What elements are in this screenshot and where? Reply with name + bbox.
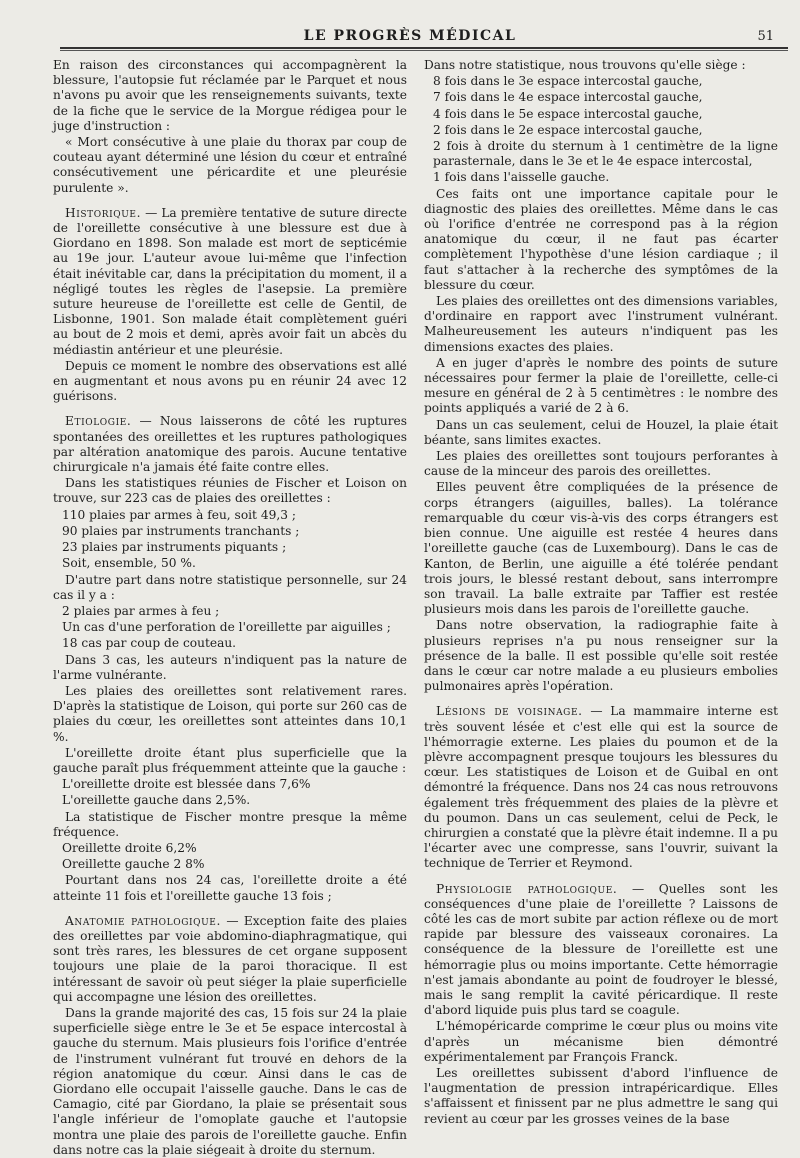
paragraph	[424, 1066, 778, 1127]
paragraph	[424, 90, 778, 105]
paragraph	[424, 449, 778, 479]
paragraph	[53, 414, 407, 475]
paragraph-text: La statistique de Fischer montre presque la même fréquence.	[53, 809, 407, 839]
paragraph-text: Dans notre statistique, nous trouvons qu'elle siège :	[424, 58, 746, 72]
paragraph	[53, 508, 407, 523]
paragraph-text: Dans un cas seulement, celui de Houzel, la plaie était béante, sans limites exactes.	[424, 417, 778, 447]
paragraph	[53, 540, 407, 555]
paragraph	[53, 206, 407, 358]
paragraph-text: « Mort consécutive à une plaie du thorax par coup de couteau ayant déterminé une lésion du cœur et entraîné consécutivement une péricardite et une pleurésie purulente ».	[53, 135, 407, 195]
section-heading: Etiologie.	[65, 414, 132, 429]
paragraph	[424, 1019, 778, 1065]
paragraph-text: Depuis ce moment le nombre des observations est allé en augmentant et nous avons pu en réunir 24 avec 12 guérisons.	[53, 358, 407, 404]
paragraph-text: Dans 3 cas, les auteurs n'indiquent pas la nature de l'arme vulnérante.	[53, 652, 407, 682]
paragraph-text: — La mammaire interne est très souvent lésée et c'est elle qui est la source de l'hémorragie externe. Les plaies du poumon et de la plèvre accompagnent presque toujours les blessures du cœur. Les statistiques de Loison et de Guibal en ont démontré la fréquence. Dans nos 24 cas nous retrouvons également très fréquemment des plaies de la plèvre et du poumon. Dans un cas seulement, celui de Peck, le chirurgien a constaté que la plèvre était indemne. Il a pu l'écarter avec une compresse, sans l'ouvrir, suivant la technique de Terrier et Reymond.	[424, 704, 778, 871]
paragraph	[53, 604, 407, 619]
page-header	[60, 26, 774, 46]
paragraph-text: Ces faits ont une importance capitale pour le diagnostic des plaies des oreillettes. Même dans le cas où l'orifice d'entrée ne correspond pas à la région anatomique du cœur, il ne faut pas écarter complètement l'hypothèse d'une lésion cardiaque ; il faut s'attacher à la recherche des symptômes de la blessure du cœur.	[424, 186, 778, 292]
paragraph-text: 2 plaies par armes à feu ;	[62, 603, 220, 618]
paragraph	[53, 653, 407, 683]
journal-title: LE PROGRÈS MÉDICAL	[303, 28, 517, 44]
paragraph	[53, 684, 407, 745]
paragraph-text: 2 fois à droite du sternum à 1 centimètre de la ligne parasternale, dans le 3e et le 4e espace intercostal,	[433, 139, 778, 169]
paragraph	[424, 418, 778, 448]
paragraph-text: Les oreillettes subissent d'abord l'influence de l'augmentation de pression intrapéricardique. Elles s'affaissent et finissent par ne plus admettre le sang qui revient au cœur par les grosses veines de la base	[424, 1066, 778, 1126]
section-heading: Lésions de voisinage.	[436, 704, 583, 719]
paragraph	[424, 294, 778, 355]
paragraph	[53, 793, 407, 808]
paragraph-text: Les plaies des oreillettes sont relativement rares. D'après la statistique de Loison, qui porte sur 260 cas de plaies du cœur, les oreillettes sont atteintes dans 10,1 %.	[53, 683, 407, 744]
paragraph	[53, 914, 407, 1005]
paragraph-text: D'autre part dans notre statistique personnelle, sur 24 cas il y a :	[53, 572, 407, 602]
paragraph-text: 110 plaies par armes à feu, soit 49,3 ;	[62, 507, 296, 522]
paragraph-text: Dans notre observation, la radiographie faite à plusieurs reprises n'a pu nous renseigner sur la présence de la balle. Il est possible qu'elle soit restée dans le cœur car notre malade a eu plusieurs embolies pulmonaires après l'opération.	[424, 618, 778, 694]
paragraph	[53, 777, 407, 792]
paragraph-text: L'oreillette gauche dans 2,5%.	[62, 793, 251, 808]
paragraph-text: 4 fois dans le 5e espace intercostal gauche,	[433, 106, 703, 121]
paragraph	[53, 58, 407, 134]
paragraph-text: Dans la grande majorité des cas, 15 fois sur 24 la plaie superficielle siège entre le 3e et 5e espace intercostal à gauche du sternum. Mais plusieurs fois l'orifice d'entrée de l'instrument vulnérant fut trouvé en dehors de la région anatomique du cœur. Ainsi dans le cas de Giordano elle occupait l'aisselle gauche. Dans le cas de Camagio, cité par Giordano, la plaie se présentait sous l'angle inférieur de l'omoplate gauche et l'autopsie montra une plaie des parois de l'oreillette gauche. Enfin dans notre cas la plaie siégeait à droite du sternum.	[53, 1005, 407, 1157]
paragraph-text: Oreillette gauche 2 8%	[62, 857, 205, 872]
paragraph	[424, 123, 778, 138]
paragraph	[53, 135, 407, 196]
paragraph	[53, 1006, 407, 1158]
paragraph-text: Soit, ensemble, 50 %.	[62, 556, 196, 571]
paragraph	[53, 556, 407, 571]
page-number: 51	[757, 29, 774, 44]
section-heading: Historique.	[65, 205, 142, 220]
header-rule	[60, 47, 788, 51]
paragraph-text: 18 cas par coup de couteau.	[62, 636, 237, 651]
paragraph-text: L'oreillette droite est blessée dans 7,6%	[62, 777, 311, 792]
paragraph-text: L'hémopéricarde comprime le cœur plus ou moins vite d'après un mécanisme bien démontré expérimentalement par François Franck.	[424, 1019, 778, 1064]
paragraph-text: 2 fois dans le 2e espace intercostal gauche,	[433, 122, 703, 137]
paragraph	[53, 573, 407, 603]
paragraph	[424, 139, 778, 169]
paragraph	[53, 746, 407, 776]
paragraph-text: Elles peuvent être compliquées de la présence de corps étrangers (aiguilles, balles). La tolérance remarquable du cœur vis-à-vis des corps étrangers est bien connue. Une aiguille est restée 4 heures dans l'oreillette gauche (cas de Luxembourg). Dans le cas de Kanton, de Berlin, une aiguille a été tolérée pendant trois jours, le blessé restant debout, sans interrompre son travail. La balle extraite par Taffier est restée plusieurs mois dans les parois de l'oreillette gauche.	[424, 480, 778, 617]
paragraph-text: Pourtant dans nos 24 cas, l'oreillette droite a été atteinte 11 fois et l'oreillette gauche 13 fois ;	[53, 873, 407, 903]
paragraph	[53, 841, 407, 856]
right-column	[424, 58, 778, 1126]
paragraph	[424, 74, 778, 89]
paragraph-text: — Nous laisserons de côté les ruptures spontanées des oreillettes et les ruptures pathologiques par altération anatomique des parois. Aucune tentative chirurgicale n'a jamais été faite contre elles.	[53, 414, 407, 475]
left-column	[53, 58, 407, 1157]
paragraph	[53, 359, 407, 405]
section-heading: Anatomie pathologique.	[65, 913, 221, 928]
paragraph-text: Dans les statistiques réunies de Fischer et Loison on trouve, sur 223 cas de plaies des oreillettes :	[53, 476, 407, 506]
paragraph	[424, 107, 778, 122]
paragraph	[424, 618, 778, 694]
section-heading: Physiologie pathologique.	[436, 881, 618, 896]
paragraph-text: 23 plaies par instruments piquants ;	[62, 540, 287, 555]
paragraph-text: 1 fois dans l'aisselle gauche.	[433, 170, 610, 185]
paragraph-text: L'oreillette droite étant plus superficielle que la gauche paraît plus fréquemment atteinte que la gauche :	[53, 745, 407, 775]
paragraph-text: En raison des circonstances qui accompagnèrent la blessure, l'autopsie fut réclamée par le Parquet et nous n'avons pu avoir que les renseignements suivants, texte de la fiche que le service de la Morgue rédigea pour le juge d'instruction :	[53, 58, 407, 133]
paragraph	[424, 170, 778, 185]
paragraph	[53, 810, 407, 840]
paragraph-text: — La première tentative de suture directe de l'oreillette consécutive à une blessure est due à Giordano en 1898. Son malade est mort de septicémie au 19e jour. L'auteur avoue lui-même que l'infection était inévitable car, dans la précipitation du moment, il a négligé toutes les règles de l'asepsie. La première suture heureuse de l'oreillette est celle de Gentil, de Lisbonne, 1901. Son malade était complètement guéri au bout de 2 mois et demi, après avoir fait un abcès du médiastin antérieur et une pleurésie.	[53, 205, 407, 357]
paragraph-text: 7 fois dans le 4e espace intercostal gauche,	[433, 90, 703, 105]
paragraph-text: Un cas d'une perforation de l'oreillette par aiguilles ;	[62, 620, 391, 635]
paragraph	[424, 480, 778, 617]
paragraph	[424, 704, 778, 871]
paragraph	[53, 873, 407, 903]
paragraph-text: — Quelles sont les conséquences d'une plaie de l'oreillette ? Laissons de côté les cas de mort subite par action réflexe ou de mort rapide par blessure des vaisseaux coronaires. La conséquence de la blessure de l'oreillette est une hémorragie plus ou moins importante. Cette hémorragie n'est jamais abondante au point de foudroyer le blessé, mais le sang remplit la cavité péricardique. Il reste d'abord liquide puis plus tard se coagule.	[424, 881, 778, 1018]
paragraph	[53, 524, 407, 539]
paragraph	[424, 356, 778, 417]
paragraph-text: 90 plaies par instruments tranchants ;	[62, 523, 300, 538]
paragraph-text: Les plaies des oreillettes sont toujours perforantes à cause de la minceur des parois des oreillettes.	[424, 449, 778, 479]
paragraph	[424, 58, 778, 73]
paragraph-text: Oreillette droite 6,2%	[62, 840, 197, 855]
paragraph-text: Les plaies des oreillettes ont des dimensions variables, d'ordinaire en rapport avec l'instrument vulnérant. Malheureusement les auteurs n'indiquent pas les dimensions exactes des plaies.	[424, 294, 778, 354]
paragraph	[424, 882, 778, 1019]
paragraph	[53, 857, 407, 872]
paragraph	[53, 620, 407, 635]
paragraph-text: A en juger d'après le nombre des points de suture nécessaires pour fermer la plaie de l'oreillette, celle-ci mesure en général de 2 à 5 centimètres : le nombre des points appliqués a varié de 2 à 6.	[424, 355, 778, 416]
paragraph	[53, 476, 407, 506]
paragraph-text: — Exception faite des plaies des oreillettes par voie abdomino-diaphragmatique, qui sont très rares, les blessures de cet organe supposent toujours une plaie de la paroi thoracique. Il est intéressant de savoir où peut siéger la plaie superficielle qui accompagne une lésion des oreillettes.	[53, 913, 407, 1004]
paragraph-text: 8 fois dans le 3e espace intercostal gauche,	[433, 74, 703, 89]
paragraph	[424, 187, 778, 293]
paragraph	[53, 636, 407, 651]
